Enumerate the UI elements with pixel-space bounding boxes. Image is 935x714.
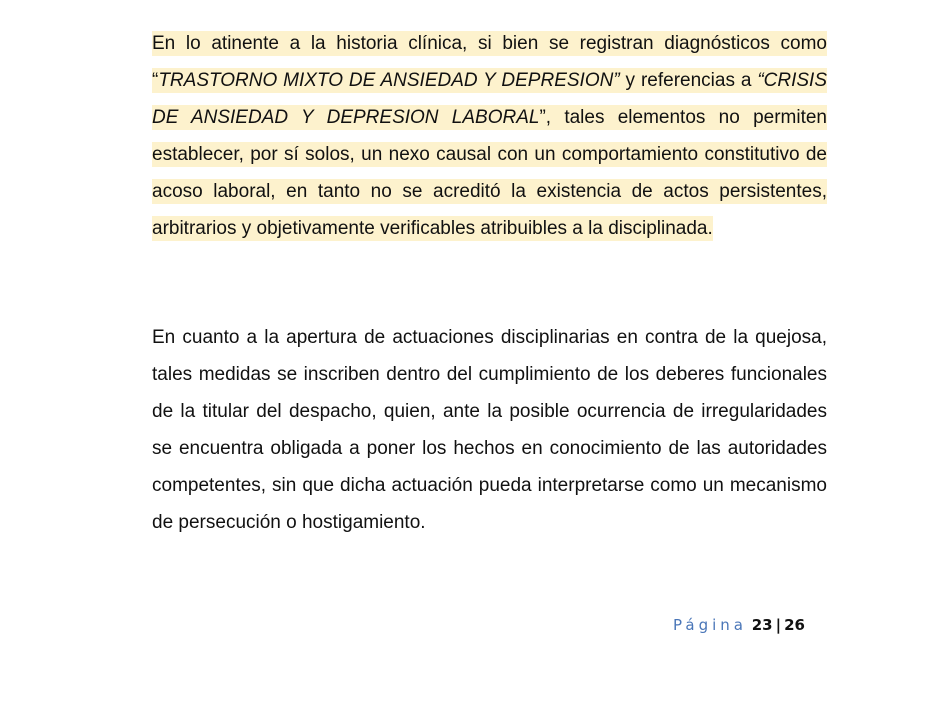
current-page-number: 23 [751,616,773,634]
page-label: Página [673,616,747,634]
quoted-reference: “CRISIS DE ANSIEDAD Y DEPRESION LABORAL [152,69,828,128]
paragraph-medical-history [152,26,827,247]
total-pages: 26 [784,616,805,634]
paragraph-disciplinary-actions: En cuanto a la apertura de actuaciones disciplinarias en contra de la quejosa, tales medidas se inscriben dentro del cumplimiento de los deberes funcionales de la titular del despacho, quien, ante la posible ocurrencia de irregularidades se encuentra obligada a poner los hechos en conocimiento de las autoridades competentes, sin que dicha actuación pueda interpretarse como un mecanismo de persecución o hostigamiento. [152,327,827,533]
highlighted-text [152,31,827,241]
page-number-footer [673,616,805,634]
page-separator: | [775,616,782,634]
paragraph1-text-c: ”, tales elementos no permiten establecer, por sí solos, un nexo causal con un comportamiento constitutivo de acoso laboral, en tanto no se acreditó la existencia de actos persistentes, arbitrarios y objetivamente verificables atribuibles a la disciplinada. [152,106,827,239]
quoted-diagnosis: TRASTORNO MIXTO DE ANSIEDAD Y DEPRESION” [158,69,620,91]
paragraph1-text-a: En lo atinente a la historia clínica, si bien se registran diagnósticos como “ [152,33,827,91]
paragraph1-text-b: y referencias a [619,69,758,91]
